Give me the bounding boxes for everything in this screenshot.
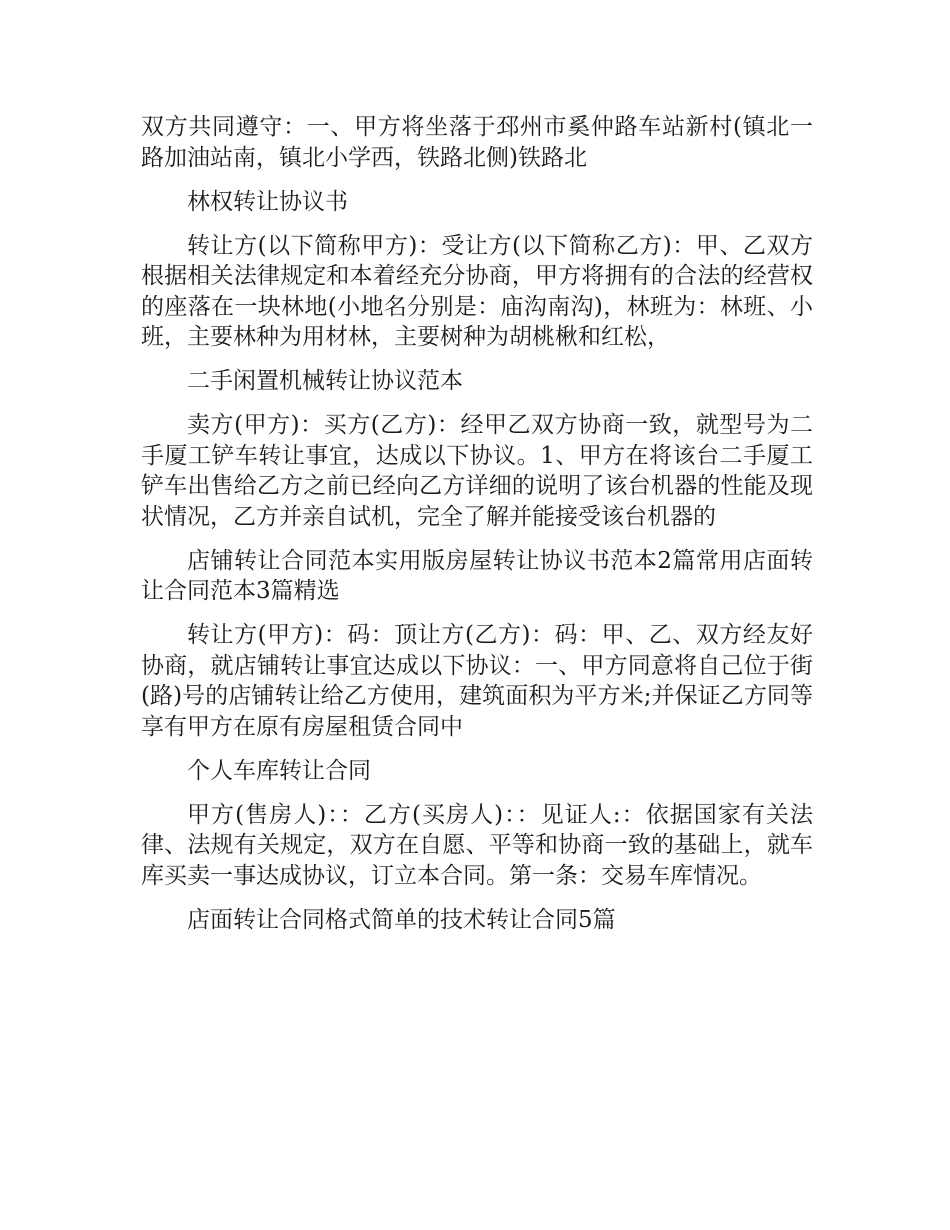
document-body [141,112,813,949]
heading-storefront-contract-format: 店面转让合同格式简单的技术转让合同5篇 [187,906,616,933]
heading-forest-rights-agreement: 林权转让协议书 [187,188,348,215]
paragraph-forest-rights: 转让方(以下简称甲方)：受让方(以下简称乙方)：甲、乙双方根据相关法律规定和本着经充分协商，甲方将拥有的合法的经营权的座落在一块林地(小地名分别是：庙沟南沟)，林班为：林班、小班，主要林种为用材林，主要树种为胡桃楸和红松， [141,232,813,350]
paragraph-used-machinery: 卖方(甲方)：买方(乙方)：经甲乙双方协商一致，就型号为二手厦工铲车转让事宜，达成以下协议。1、甲方在将该台二手厦工铲车出售给乙方之前已经向乙方详细的说明了该台机器的性能及现状情况，乙方并亲自试机，完全了解并能接受该台机器的 [141,412,813,530]
paragraph-garage-transfer: 甲方(售房人)：：乙方(买房人)：：见证人:：依据国家有关法律、法规有关规定，双方在自愿、平等和协商一致的基础上，就车库买卖一事达成协议，订立本合同。第一条：交易车库情况。 [141,801,813,889]
paragraph-1: 双方共同遵守：一、甲方将坐落于邳州市奚仲路车站新村(镇北一路加油站南，镇北小学西，铁路北侧)铁路北 [141,114,813,171]
heading-garage-transfer-contract: 个人车库转让合同 [187,757,371,784]
paragraph-shop-transfer: 转让方(甲方)：码：顶让方(乙方)：码：甲、乙、双方经友好协商，就店铺转让事宜达成以下协议：一、甲方同意将自己位于街(路)号的店铺转让给乙方使用，建筑面积为平方米;并保证乙方同等享有甲方在原有房屋租赁合同中 [141,622,813,740]
heading-shop-transfer-contract: 店铺转让合同范本实用版房屋转让协议书范本2篇常用店面转让合同范本3篇精选 [141,547,813,604]
heading-used-machinery-agreement: 二手闲置机械转让协议范本 [187,368,463,394]
